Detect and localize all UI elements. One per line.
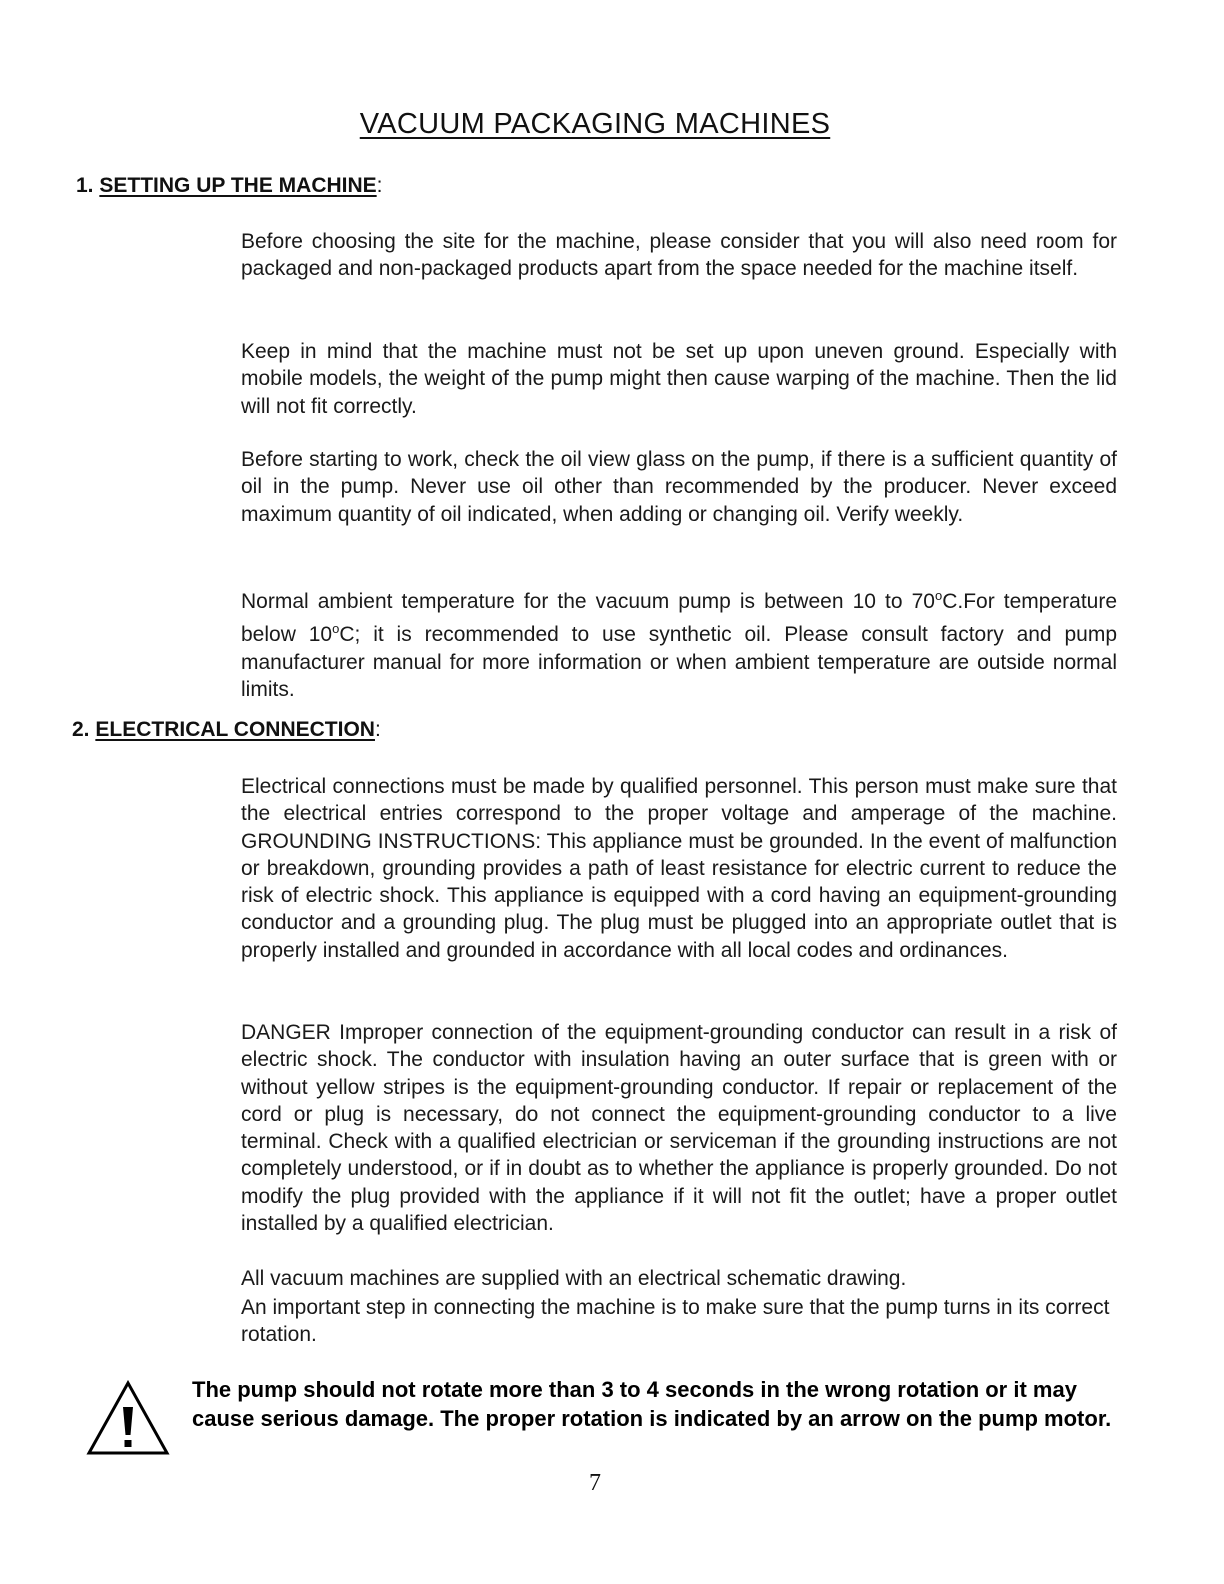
warning-text: The pump should not rotate more than 3 to 4 seconds in the wrong rotation or it may cause serious damage. The proper rotation is indicated by an arrow on the pump motor. [192,1377,1112,1431]
paragraph-schematic: All vacuum machines are supplied with an electrical schematic drawing. [241,1267,907,1290]
paragraph-rotation: An important step in connecting the machine is to make sure that the pump turns in its correct rotation. [241,1296,1110,1347]
page-number: 7 [589,1470,601,1496]
page-title: VACUUM PACKAGING MACHINES [359,108,831,140]
paragraph-grounding-instructions: Electrical connections must be made by qualified personnel. This person must make sure that the electrical entries correspond to the proper voltage and amperage of the machine. GROUNDING INSTRUCTIONS: This appliance must be grounded. In the event of malfunction or breakdown, grounding provides a path of least resistance for electric current to reduce the risk of electric shock. This appliance is equipped with a cord having an equipment-grounding conductor and a grounding plug. The plug must be plugged into an appropriate outlet that is properly installed and grounded in accordance with all local codes and ordinances. [241,775,1117,962]
section-number: 2. [72,718,90,741]
section-number: 1. [76,174,94,197]
section-heading-electrical [72,718,381,742]
paragraph-ambient-temperature: Normal ambient temperature for the vacuum pump is between 10 to 70$^o$C.For temperature below 10$^o$C; it is recommended to use synthetic oil. Please consult factory and pump manufacturer manual for more information or when ambient temperature are outside normal limits. [241,588,1117,701]
section-colon: : [374,718,381,741]
section-colon: : [376,174,383,197]
section-title: ELECTRICAL CONNECTION [95,718,375,741]
section-title: SETTING UP THE MACHINE [99,174,377,197]
paragraph-oil-check: Before starting to work, check the oil view glass on the pump, if there is a sufficient quantity of oil in the pump. Never use oil other than recommended by the producer. Never exceed maximum quantity of oil indicated, when adding or changing oil. Verify weekly. [241,448,1117,526]
paragraph-danger: DANGER Improper connection of the equipment-grounding conductor can result in a risk of electric shock. The conductor with insulation having an outer surface that is green with or without yellow stripes is the equipment-grounding conductor. If repair or replacement of the cord or plug is necessary, do not connect the equipment-grounding conductor to a live terminal. Check with a qualified electrician or serviceman if the grounding instructions are not completely understood, or if in doubt as to whether the appliance is properly grounded. Do not modify the plug provided with the appliance if it will not fit the outlet; have a proper outlet installed by a qualified electrician. [241,1021,1117,1236]
warning-triangle-icon [86,1380,170,1456]
paragraph-site-selection: Before choosing the site for the machine, please consider that you will also need room for packaged and non-packaged products apart from the space needed for the machine itself. [241,230,1117,281]
paragraph-uneven-ground: Keep in mind that the machine must not be set up upon uneven ground. Especially with mobile models, the weight of the pump might then cause warping of the machine. Then the lid will not fit correctly. [241,340,1117,418]
section-heading-setting-up [76,174,383,198]
